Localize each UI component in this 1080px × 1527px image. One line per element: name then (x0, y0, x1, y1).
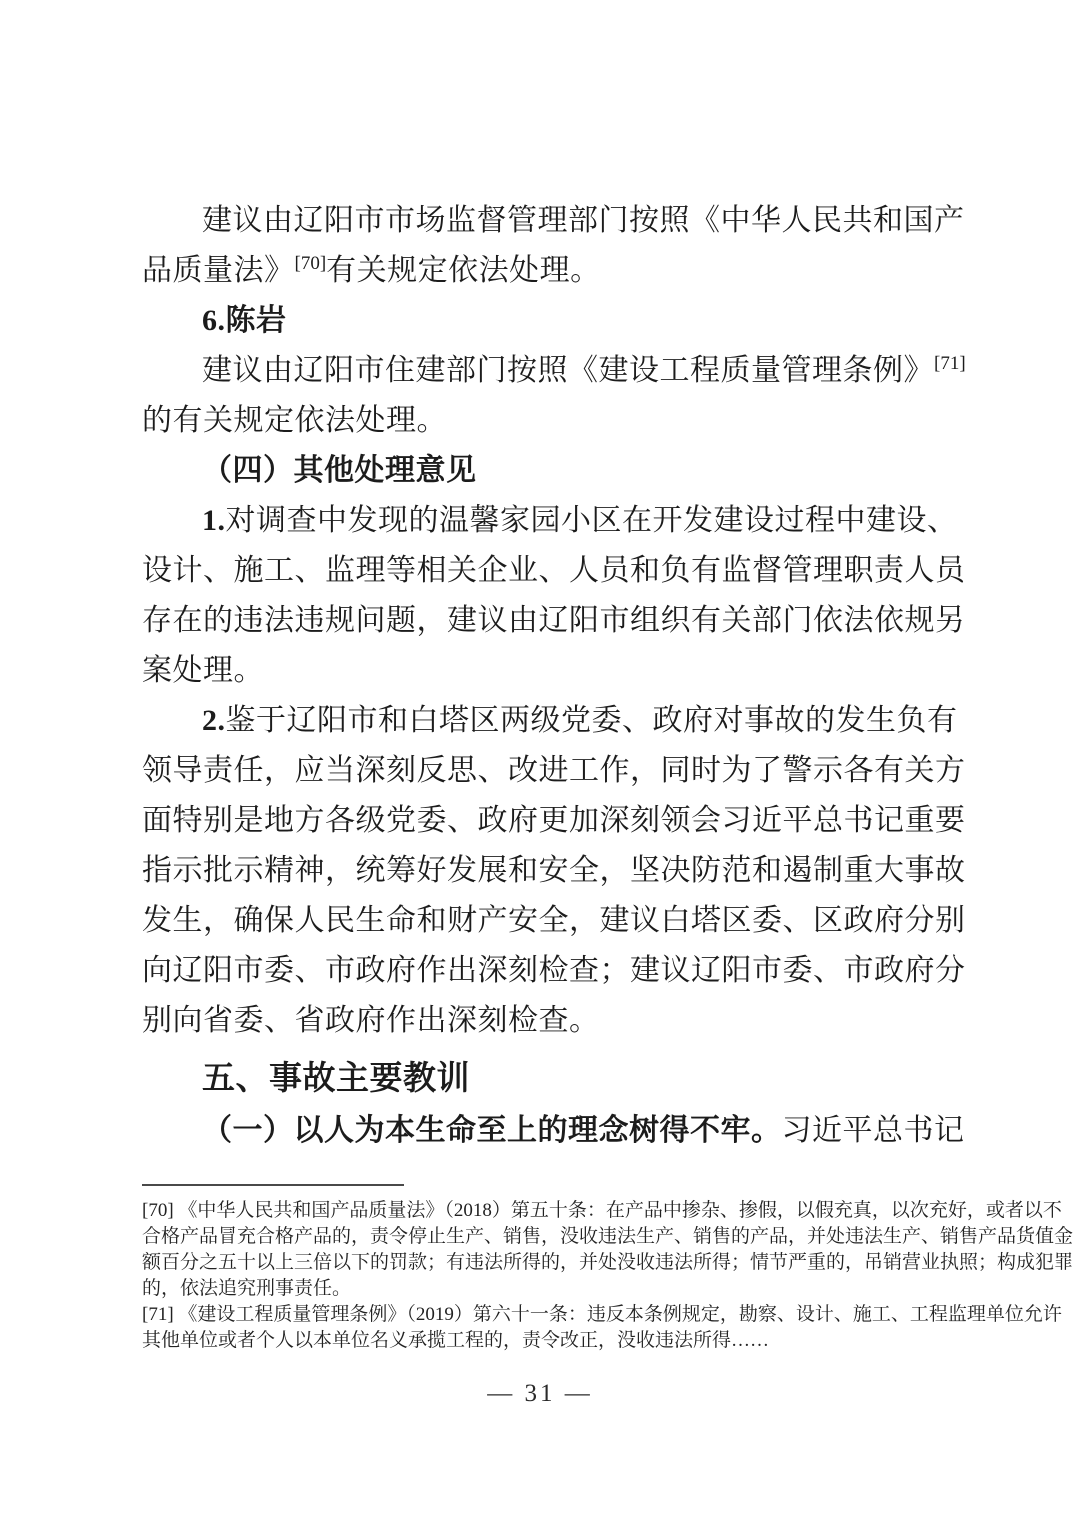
page-number: — 31 — (487, 1380, 593, 1407)
subheading-5-1: （一）以人为本生命至上的理念树得不牢。 (202, 1114, 782, 1147)
paragraph-line (142, 1106, 965, 1156)
heading-number: 6. (202, 304, 226, 337)
body-text: 品质量法》 (142, 254, 295, 287)
paragraph-line: 的有关规定依法处理。 (142, 404, 447, 437)
heading-chapter-5: 五、事故主要教训 (202, 1059, 470, 1096)
footnote-ref-70: [70] (294, 253, 327, 274)
body-text: 有关规定依法处理。 (326, 254, 601, 287)
body-text: 习近平总书记 (781, 1114, 965, 1147)
list-number: 2. (202, 704, 226, 737)
paragraph-line (142, 246, 954, 296)
list-number: 1. (202, 504, 226, 537)
paragraph-line (142, 696, 958, 746)
footnote-70-line: [70] 《中华人民共和国产品质量法》（2018）第五十条：在产品中掺杂、掺假，以假充真，以次充好，或者以不 (142, 1200, 1062, 1221)
paragraph-line: 向辽阳市委、市政府作出深刻检查；建议辽阳市委、市政府分 (142, 954, 966, 987)
paragraph-line: 存在的违法违规问题，建议由辽阳市组织有关部门依法依规另 (142, 604, 966, 637)
paragraph-line: 别向省委、省政府作出深刻检查。 (142, 1004, 600, 1037)
footnote-71-line: 其他单位或者个人以本单位名义承揽工程的，责令改正，没收违法所得…… (142, 1330, 770, 1351)
heading-section-4: （四）其他处理意见 (202, 454, 477, 487)
paragraph-line: 设计、施工、监理等相关企业、人员和负有监督管理职责人员 (142, 554, 966, 587)
footnote-ref-71: [71] (934, 353, 966, 374)
paragraph-line: 建议由辽阳市市场监督管理部门按照《中华人民共和国产 (202, 204, 965, 237)
document-body (142, 196, 966, 1156)
paragraph-line (142, 496, 958, 546)
paragraph-line: 案处理。 (142, 654, 264, 687)
paragraph-line: 发生，确保人民生命和财产安全，建议白塔区委、区政府分别 (142, 904, 966, 937)
paragraph-line: 面特别是地方各级党委、政府更加深刻领会习近平总书记重要 (142, 804, 966, 837)
footnote-separator (142, 1184, 404, 1186)
body-text: 鉴于辽阳市和白塔区两级党委、政府对事故的发生负有 (225, 704, 958, 737)
paragraph-line: 领导责任，应当深刻反思、改进工作，同时为了警示各有关方 (142, 754, 966, 787)
heading-name: 陈岩 (225, 304, 287, 337)
heading-person-6 (142, 296, 954, 346)
body-text: 对调查中发现的温馨家园小区在开发建设过程中建设、 (225, 504, 958, 537)
body-text: 建议由辽阳市住建部门按照《建设工程质量管理条例》 (202, 354, 934, 387)
footnote-70-line: 的，依法追究刑事责任。 (142, 1278, 352, 1299)
footnotes-section (142, 1184, 1074, 1354)
paragraph-line: 指示批示精神，统筹好发展和安全，坚决防范和遏制重大事故 (142, 854, 966, 887)
paragraph-line (142, 346, 966, 396)
footnote-70-line: 合格产品冒充合格产品的，责令停止生产、销售，没收违法生产、销售的产品，并处违法生产、销售产品货值金 (142, 1226, 1074, 1247)
footnote-71-line: [71] 《建设工程质量管理条例》（2019）第六十一条：违反本条例规定，勘察、设计、施工、工程监理单位允许 (142, 1304, 1062, 1325)
footnote-70-line: 额百分之五十以上三倍以下的罚款；有违法所得的，并处没收违法所得；情节严重的，吊销营业执照；构成犯罪 (142, 1252, 1074, 1273)
